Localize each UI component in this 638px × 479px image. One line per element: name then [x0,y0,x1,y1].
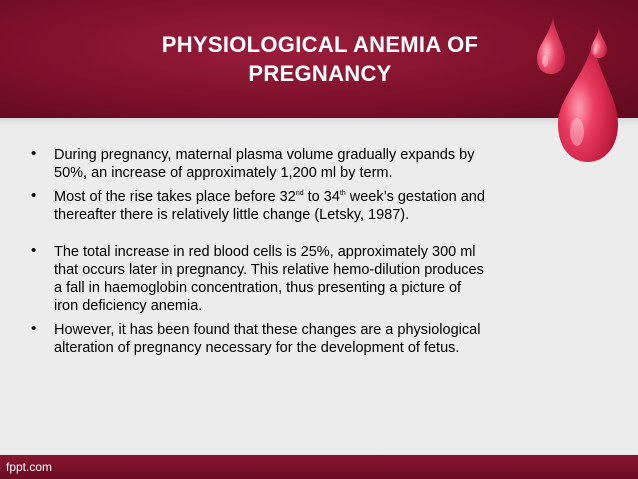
bullet-item-1 [28,146,588,182]
bullet-3-line-3: a fall in haemoglobin concentration, thus presenting a picture of [54,280,462,296]
slide-title-line-1: PHYSIOLOGICAL ANEMIA OF [161,32,479,57]
bullet-1-line-1: During pregnancy, maternal plasma volume gradually expands by [54,147,475,163]
slide-footer [0,455,638,479]
large-drop-icon [558,42,618,162]
slide-body [28,146,588,357]
footer-brand-link[interactable]: fppt.com [6,460,53,474]
bullet-3-line-4: iron deficiency anemia. [54,298,203,314]
bullet-item-2 [28,188,588,224]
bullet-4-line-2: alteration of pregnancy necessary for the development of fetus. [54,340,460,356]
bullet-1-line-2: 50%, an increase of approximately 1,200 ml by term. [54,165,393,181]
bullet-3-line-1: The total increase in red blood cells is 25%, approximately 300 ml [54,244,476,260]
bullet-icon: • [31,320,37,337]
bullet-3-line-2: that occurs later in pregnancy. This relative hemo-dilution produces [54,262,484,278]
medium-drop-icon [537,18,565,74]
bullet-2-line-2: thereafter there is relatively little change (Letsky, 1987). [54,207,410,223]
small-drop-icon [591,28,607,58]
bullet-4-line-1: However, it has been found that these changes are a physiological [54,322,481,338]
bullet-icon: • [31,187,37,204]
bullet-icon: • [31,242,37,259]
slide-title-line-2: PREGNANCY [248,61,392,86]
bullet-item-3 [28,243,588,315]
bullet-2-line-1: Most of the rise takes place before 32nd to 34th week’s gestation and [54,189,485,205]
bullet-item-4 [28,321,588,357]
bullet-icon: • [31,145,37,162]
